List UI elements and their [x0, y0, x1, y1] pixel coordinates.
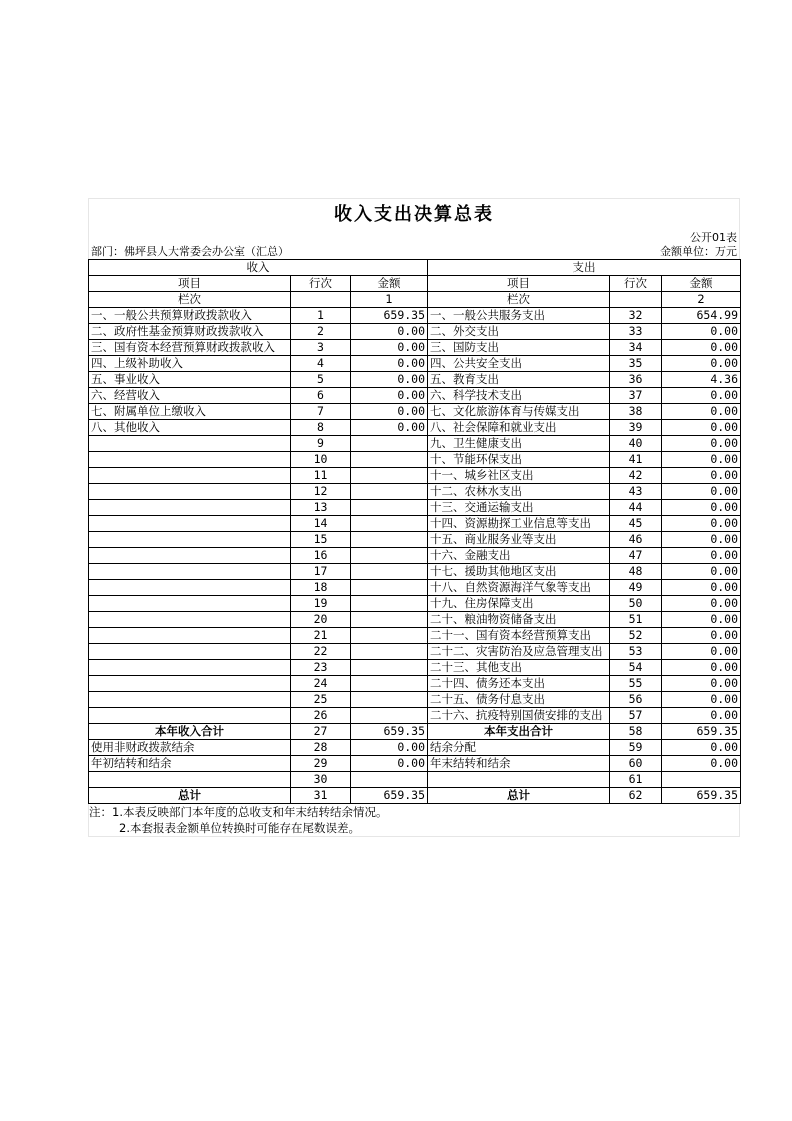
expense-line-cell: 35: [610, 356, 662, 372]
expense-line-cell: 55: [610, 676, 662, 692]
table-row: [89, 660, 741, 676]
income-amount-cell: [351, 452, 428, 468]
expense-line-cell: 45: [610, 516, 662, 532]
expense-line-cell: 36: [610, 372, 662, 388]
table-row: [89, 356, 741, 372]
table-row: [89, 468, 741, 484]
expense-column-label: 栏次: [428, 292, 610, 308]
table-row: [89, 436, 741, 452]
income-item-cell: [89, 468, 291, 484]
table-row: [89, 404, 741, 420]
table-row: [89, 612, 741, 628]
income-line-cell: 4: [291, 356, 351, 372]
expense-amount-cell: 0.00: [662, 324, 741, 340]
income-amount-cell: 0.00: [351, 756, 428, 772]
table-row: [89, 596, 741, 612]
expense-item-cell: 一、一般公共服务支出: [428, 308, 610, 324]
expense-item-cell: 二十三、其他支出: [428, 660, 610, 676]
income-item-cell: [89, 676, 291, 692]
expense-line-cell: 58: [610, 724, 662, 740]
expense-line-blank: [610, 292, 662, 308]
income-amount-cell: [351, 580, 428, 596]
expense-item-cell: 九、卫生健康支出: [428, 436, 610, 452]
expense-line-cell: 57: [610, 708, 662, 724]
expense-amount-cell: 0.00: [662, 644, 741, 660]
income-item-header: 项目: [89, 276, 291, 292]
income-item-cell: [89, 772, 291, 788]
income-item-cell: 三、国有资本经营预算财政拨款收入: [89, 340, 291, 356]
expense-line-cell: 32: [610, 308, 662, 324]
expense-item-cell: 二十四、债务还本支出: [428, 676, 610, 692]
table-row: [89, 564, 741, 580]
income-line-cell: 9: [291, 436, 351, 452]
grand-total-row: [89, 788, 741, 804]
expense-line-header: 行次: [610, 276, 662, 292]
expense-item-cell: 年末结转和结余: [428, 756, 610, 772]
expense-amount-header: 金额: [662, 276, 741, 292]
income-line-cell: 15: [291, 532, 351, 548]
column-header-row: [89, 276, 741, 292]
income-item-cell: [89, 564, 291, 580]
note-2: 2.本套报表金额单位转换时可能存在尾数误差。: [119, 821, 360, 835]
income-item-cell: 五、事业收入: [89, 372, 291, 388]
income-line-blank: [291, 292, 351, 308]
column-number-row: [89, 292, 741, 308]
expense-amount-cell: 0.00: [662, 436, 741, 452]
expense-item-cell: 四、公共安全支出: [428, 356, 610, 372]
income-item-cell: [89, 436, 291, 452]
income-amount-cell: [351, 516, 428, 532]
expense-amount-cell: 0.00: [662, 388, 741, 404]
expense-item-cell: 十二、农林水支出: [428, 484, 610, 500]
expense-amount-cell: 0.00: [662, 452, 741, 468]
income-line-cell: 29: [291, 756, 351, 772]
table-row: [89, 324, 741, 340]
income-line-cell: 5: [291, 372, 351, 388]
form-code-row: [88, 231, 740, 245]
expense-amount-cell: 0.00: [662, 404, 741, 420]
expense-item-cell: 二十一、国有资本经营预算支出: [428, 628, 610, 644]
income-amount-cell: [351, 772, 428, 788]
expense-amount-cell: 0.00: [662, 740, 741, 756]
unit-label: 金额单位：万元: [660, 245, 737, 258]
department-label: 部门：佛坪县人大常委会办公室（汇总）: [91, 245, 289, 258]
table-row: [89, 420, 741, 436]
income-amount-cell: 0.00: [351, 388, 428, 404]
income-amount-cell: 0.00: [351, 324, 428, 340]
expense-item-cell: 十一、城乡社区支出: [428, 468, 610, 484]
expense-item-cell: 总计: [428, 788, 610, 804]
income-amount-cell: [351, 500, 428, 516]
income-item-cell: 七、附属单位上缴收入: [89, 404, 291, 420]
income-line-cell: 11: [291, 468, 351, 484]
expense-amount-cell: 0.00: [662, 756, 741, 772]
expense-line-cell: 43: [610, 484, 662, 500]
income-line-cell: 3: [291, 340, 351, 356]
expense-section-header: 支出: [428, 260, 741, 276]
income-line-cell: 25: [291, 692, 351, 708]
table-row: [89, 708, 741, 724]
income-item-cell: [89, 484, 291, 500]
expense-item-cell: 三、国防支出: [428, 340, 610, 356]
table-row: [89, 548, 741, 564]
expense-amount-cell: 0.00: [662, 356, 741, 372]
expense-line-cell: 59: [610, 740, 662, 756]
expense-item-cell: 十四、资源勘探工业信息等支出: [428, 516, 610, 532]
expense-line-cell: 62: [610, 788, 662, 804]
income-expense-table: [88, 259, 741, 804]
expense-line-cell: 39: [610, 420, 662, 436]
expense-item-cell: 十六、金融支出: [428, 548, 610, 564]
income-amount-cell: [351, 468, 428, 484]
notes: [88, 804, 740, 837]
table-row: [89, 484, 741, 500]
balance-row: [89, 772, 741, 788]
expense-item-cell: 十七、援助其他地区支出: [428, 564, 610, 580]
expense-amount-cell: 0.00: [662, 628, 741, 644]
expense-amount-cell: 0.00: [662, 468, 741, 484]
income-amount-cell: [351, 612, 428, 628]
income-column-number: 1: [351, 292, 428, 308]
income-amount-cell: 659.35: [351, 724, 428, 740]
expense-item-cell: 十三、交通运输支出: [428, 500, 610, 516]
year-total-row: [89, 724, 741, 740]
note-1: 注：1.本表反映部门本年度的总收支和年末结转结余情况。: [89, 805, 388, 819]
income-item-cell: [89, 500, 291, 516]
table-row: [89, 516, 741, 532]
income-amount-cell: 0.00: [351, 372, 428, 388]
table-row: [89, 532, 741, 548]
expense-item-header: 项目: [428, 276, 610, 292]
expense-column-number: 2: [662, 292, 741, 308]
expense-amount-cell: 659.35: [662, 788, 741, 804]
expense-item-cell: 二十二、灾害防治及应急管理支出: [428, 644, 610, 660]
income-amount-cell: 0.00: [351, 404, 428, 420]
form-code: 公开01表: [690, 231, 737, 244]
department-row: [88, 245, 740, 259]
income-amount-cell: 0.00: [351, 356, 428, 372]
income-line-cell: 2: [291, 324, 351, 340]
income-line-header: 行次: [291, 276, 351, 292]
income-amount-cell: 659.35: [351, 308, 428, 324]
expense-item-cell: [428, 772, 610, 788]
section-header-row: [89, 260, 741, 276]
income-amount-cell: 0.00: [351, 740, 428, 756]
income-line-cell: 10: [291, 452, 351, 468]
income-amount-cell: [351, 708, 428, 724]
expense-amount-cell: 654.99: [662, 308, 741, 324]
expense-item-cell: 结余分配: [428, 740, 610, 756]
income-item-cell: 六、经营收入: [89, 388, 291, 404]
income-item-cell: [89, 452, 291, 468]
expense-amount-cell: 4.36: [662, 372, 741, 388]
expense-amount-cell: 0.00: [662, 532, 741, 548]
income-line-cell: 1: [291, 308, 351, 324]
expense-amount-cell: [662, 772, 741, 788]
expense-item-cell: 十、节能环保支出: [428, 452, 610, 468]
income-item-cell: [89, 532, 291, 548]
income-amount-cell: [351, 628, 428, 644]
expense-line-cell: 54: [610, 660, 662, 676]
income-line-cell: 23: [291, 660, 351, 676]
expense-line-cell: 61: [610, 772, 662, 788]
expense-amount-cell: 659.35: [662, 724, 741, 740]
expense-line-cell: 37: [610, 388, 662, 404]
expense-line-cell: 40: [610, 436, 662, 452]
expense-item-cell: 六、科学技术支出: [428, 388, 610, 404]
income-item-cell: [89, 516, 291, 532]
expense-item-cell: 二、外交支出: [428, 324, 610, 340]
income-amount-cell: [351, 548, 428, 564]
table-row: [89, 388, 741, 404]
income-amount-cell: [351, 692, 428, 708]
expense-item-cell: 二十、粮油物资储备支出: [428, 612, 610, 628]
income-item-cell: [89, 628, 291, 644]
table-row: [89, 500, 741, 516]
expense-line-cell: 50: [610, 596, 662, 612]
expense-amount-cell: 0.00: [662, 676, 741, 692]
expense-line-cell: 52: [610, 628, 662, 644]
page-title: 收入支出决算总表: [88, 198, 740, 231]
income-section-header: 收入: [89, 260, 428, 276]
expense-line-cell: 53: [610, 644, 662, 660]
income-amount-cell: 659.35: [351, 788, 428, 804]
expense-line-cell: 48: [610, 564, 662, 580]
income-item-cell: 本年收入合计: [89, 724, 291, 740]
expense-line-cell: 47: [610, 548, 662, 564]
table-row: [89, 628, 741, 644]
expense-amount-cell: 0.00: [662, 516, 741, 532]
income-line-cell: 17: [291, 564, 351, 580]
expense-item-cell: 十五、商业服务业等支出: [428, 532, 610, 548]
income-line-cell: 28: [291, 740, 351, 756]
income-amount-cell: [351, 660, 428, 676]
table-row: [89, 644, 741, 660]
income-amount-cell: [351, 644, 428, 660]
income-line-cell: 6: [291, 388, 351, 404]
expense-item-cell: 本年支出合计: [428, 724, 610, 740]
income-line-cell: 8: [291, 420, 351, 436]
income-line-cell: 20: [291, 612, 351, 628]
income-item-cell: [89, 644, 291, 660]
income-item-cell: [89, 612, 291, 628]
table-row: [89, 372, 741, 388]
income-item-cell: [89, 548, 291, 564]
expense-line-cell: 38: [610, 404, 662, 420]
income-item-cell: [89, 660, 291, 676]
income-amount-cell: [351, 532, 428, 548]
income-item-cell: 总计: [89, 788, 291, 804]
income-amount-cell: [351, 676, 428, 692]
income-item-cell: 二、政府性基金预算财政拨款收入: [89, 324, 291, 340]
expense-amount-cell: 0.00: [662, 596, 741, 612]
expense-line-cell: 34: [610, 340, 662, 356]
income-amount-cell: [351, 596, 428, 612]
income-line-cell: 16: [291, 548, 351, 564]
income-line-cell: 22: [291, 644, 351, 660]
expense-line-cell: 56: [610, 692, 662, 708]
expense-item-cell: 五、教育支出: [428, 372, 610, 388]
income-item-cell: [89, 580, 291, 596]
expense-item-cell: 二十六、抗疫特别国债安排的支出: [428, 708, 610, 724]
expense-line-cell: 41: [610, 452, 662, 468]
expense-amount-cell: 0.00: [662, 500, 741, 516]
expense-item-cell: 七、文化旅游体育与传媒支出: [428, 404, 610, 420]
income-amount-cell: [351, 564, 428, 580]
income-amount-cell: [351, 436, 428, 452]
table-row: [89, 452, 741, 468]
expense-amount-cell: 0.00: [662, 612, 741, 628]
income-line-cell: 12: [291, 484, 351, 500]
expense-line-cell: 49: [610, 580, 662, 596]
income-line-cell: 26: [291, 708, 351, 724]
expense-amount-cell: 0.00: [662, 484, 741, 500]
expense-line-cell: 33: [610, 324, 662, 340]
expense-line-cell: 60: [610, 756, 662, 772]
income-line-cell: 19: [291, 596, 351, 612]
table-row: [89, 308, 741, 324]
expense-item-cell: 八、社会保障和就业支出: [428, 420, 610, 436]
income-amount-cell: 0.00: [351, 340, 428, 356]
income-line-cell: 18: [291, 580, 351, 596]
income-line-cell: 21: [291, 628, 351, 644]
income-item-cell: 年初结转和结余: [89, 756, 291, 772]
income-amount-header: 金额: [351, 276, 428, 292]
expense-line-cell: 51: [610, 612, 662, 628]
table-row: [89, 692, 741, 708]
expense-amount-cell: 0.00: [662, 548, 741, 564]
expense-line-cell: 42: [610, 468, 662, 484]
income-amount-cell: 0.00: [351, 420, 428, 436]
income-item-cell: 四、上级补助收入: [89, 356, 291, 372]
expense-line-cell: 44: [610, 500, 662, 516]
income-item-cell: 一、一般公共预算财政拨款收入: [89, 308, 291, 324]
expense-item-cell: 十九、住房保障支出: [428, 596, 610, 612]
budget-sheet: [88, 198, 740, 837]
income-item-cell: [89, 708, 291, 724]
expense-amount-cell: 0.00: [662, 564, 741, 580]
income-line-cell: 31: [291, 788, 351, 804]
expense-item-cell: 二十五、债务付息支出: [428, 692, 610, 708]
income-item-cell: 使用非财政拨款结余: [89, 740, 291, 756]
expense-amount-cell: 0.00: [662, 420, 741, 436]
income-line-cell: 14: [291, 516, 351, 532]
expense-amount-cell: 0.00: [662, 708, 741, 724]
table-row: [89, 580, 741, 596]
expense-amount-cell: 0.00: [662, 580, 741, 596]
income-item-cell: 八、其他收入: [89, 420, 291, 436]
expense-amount-cell: 0.00: [662, 660, 741, 676]
expense-amount-cell: 0.00: [662, 692, 741, 708]
income-line-cell: 7: [291, 404, 351, 420]
balance-row: [89, 756, 741, 772]
expense-item-cell: 十八、自然资源海洋气象等支出: [428, 580, 610, 596]
income-amount-cell: [351, 484, 428, 500]
expense-amount-cell: 0.00: [662, 340, 741, 356]
table-row: [89, 676, 741, 692]
income-item-cell: [89, 596, 291, 612]
income-item-cell: [89, 692, 291, 708]
income-column-label: 栏次: [89, 292, 291, 308]
expense-line-cell: 46: [610, 532, 662, 548]
balance-row: [89, 740, 741, 756]
table-row: [89, 340, 741, 356]
income-line-cell: 27: [291, 724, 351, 740]
income-line-cell: 30: [291, 772, 351, 788]
income-line-cell: 24: [291, 676, 351, 692]
income-line-cell: 13: [291, 500, 351, 516]
